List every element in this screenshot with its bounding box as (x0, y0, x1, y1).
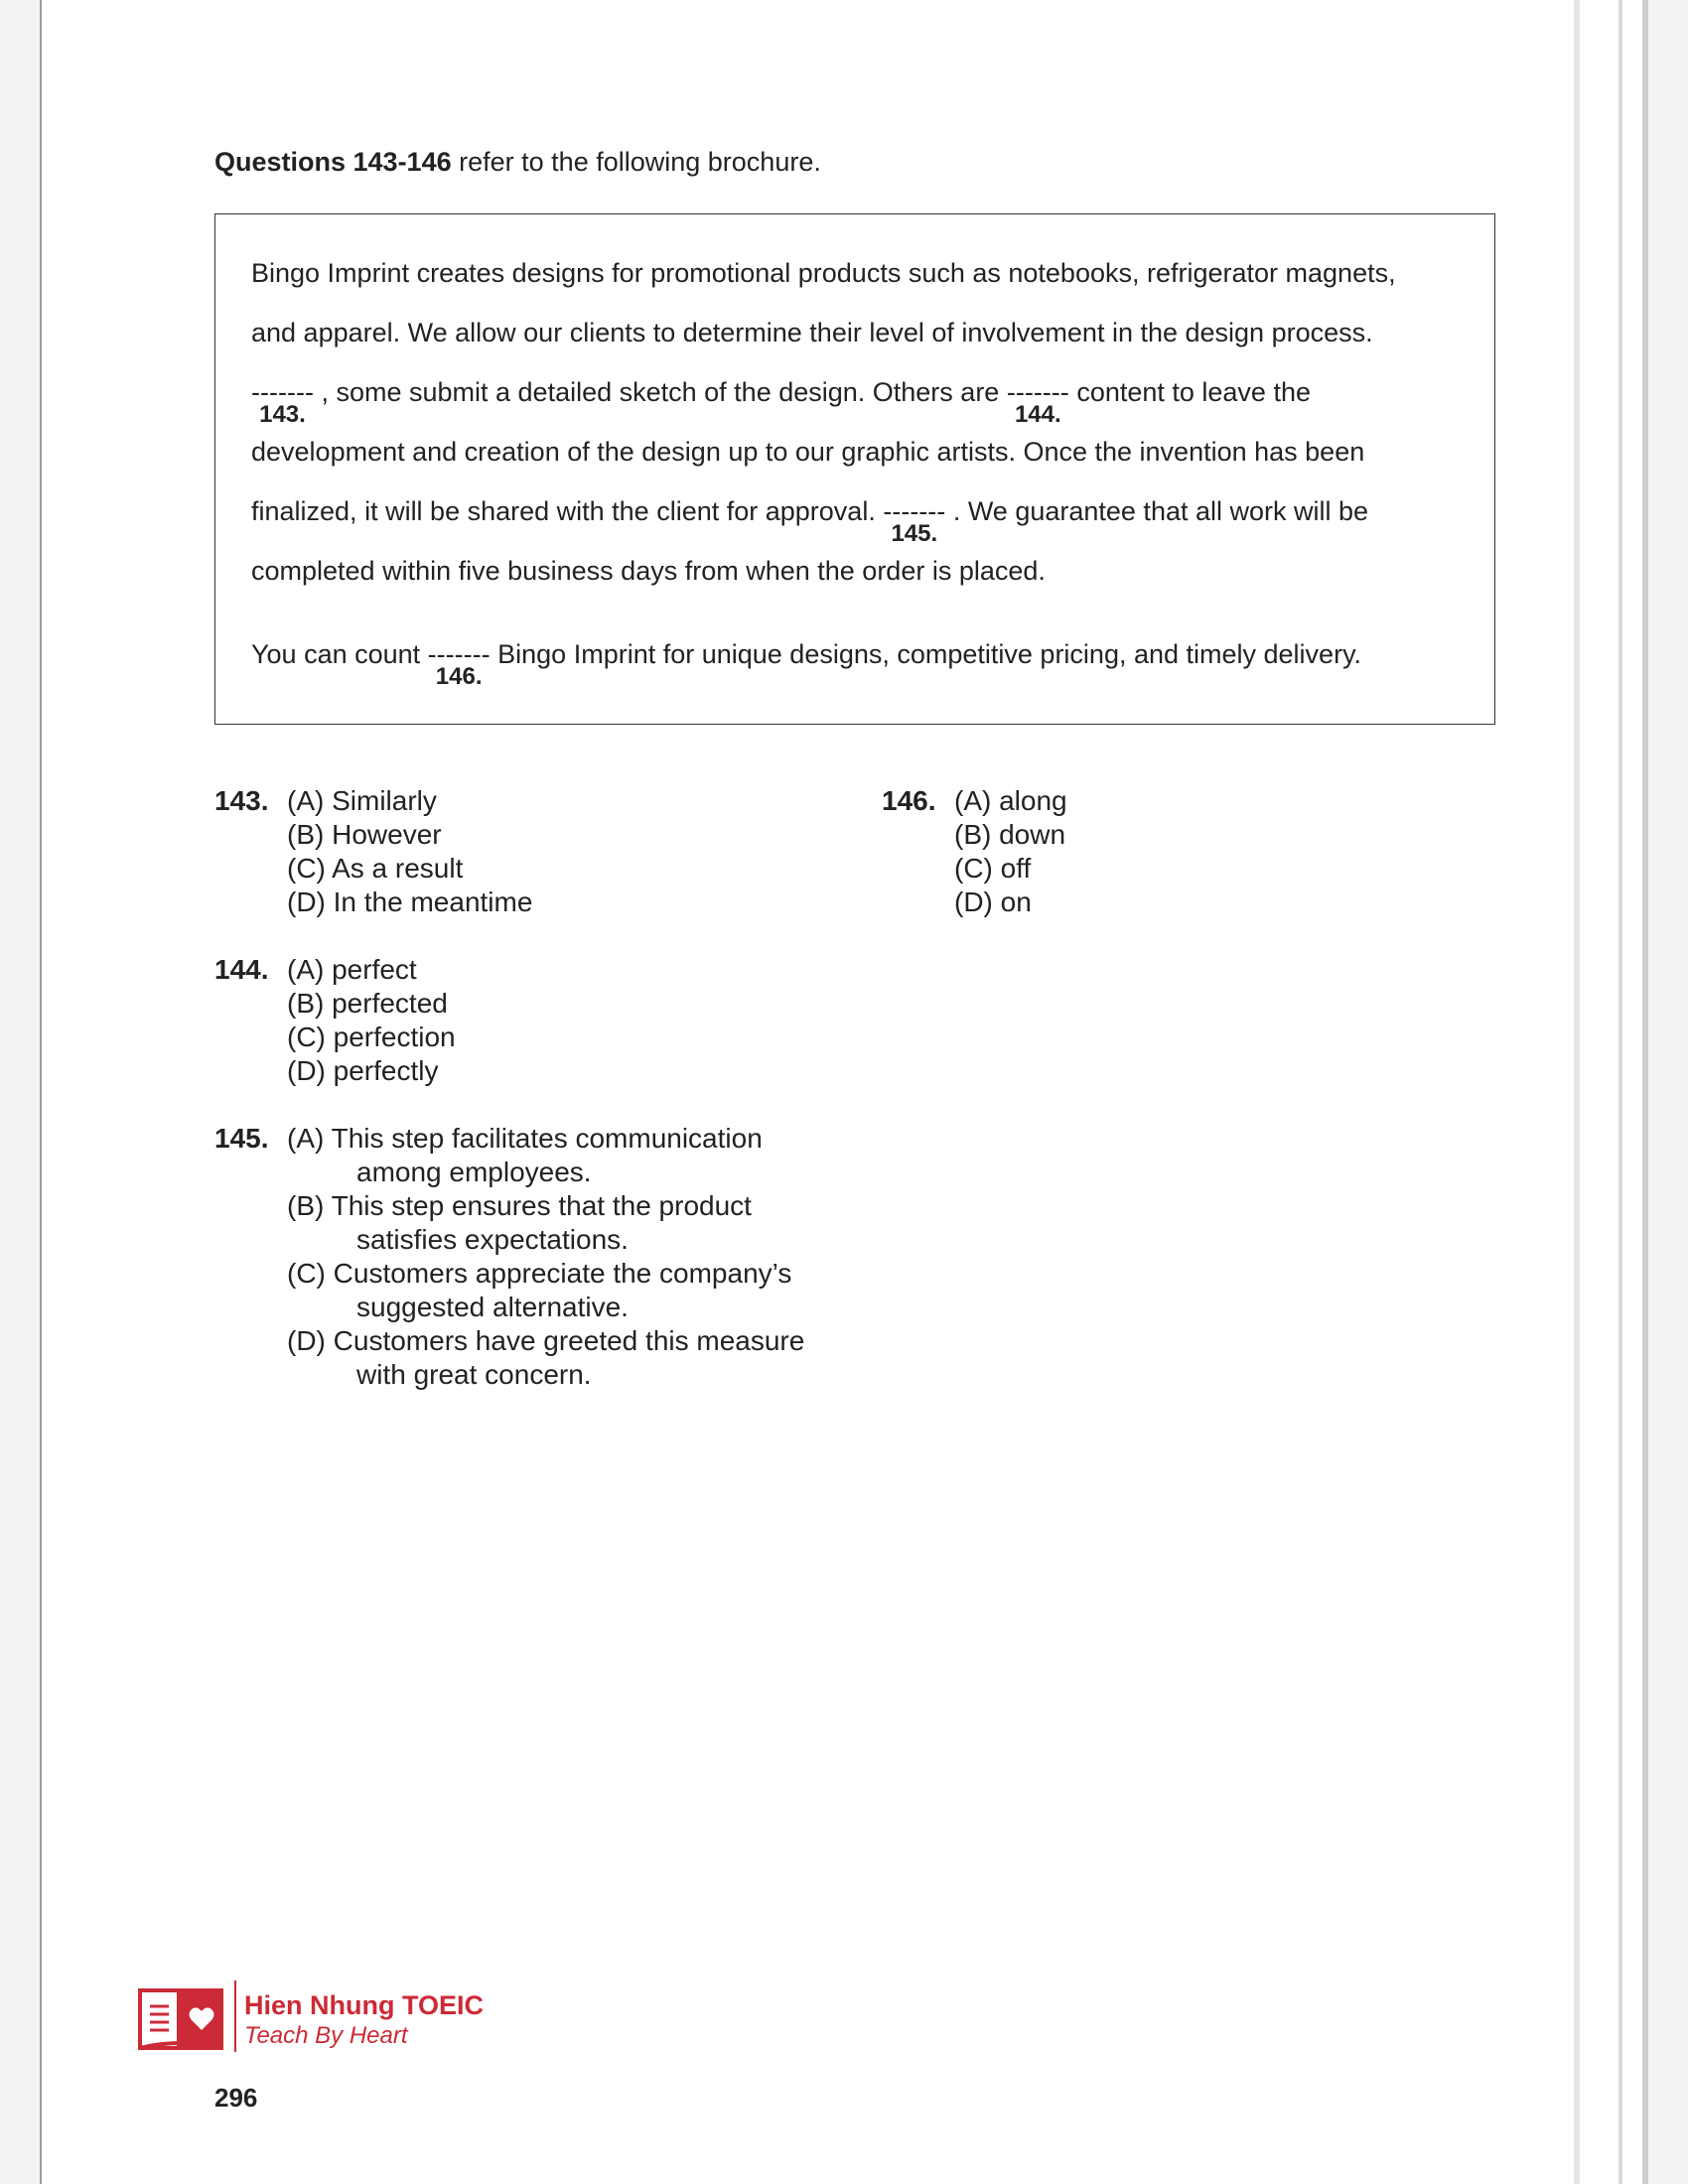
question-number: 145. (214, 1123, 269, 1154)
answer-option-b[interactable]: (B) down (954, 819, 1066, 850)
answer-options (287, 1122, 804, 1392)
option-text: (D) Customers have greeted this measure (287, 1325, 805, 1356)
passage-line (251, 377, 1311, 428)
brochure-passage (214, 213, 1495, 725)
passage-line: completed within five business days from when the order is placed. (251, 556, 1046, 586)
passage-text: content to leave the (1076, 377, 1311, 407)
questions-intro (214, 147, 821, 178)
page-edge (1642, 0, 1648, 2184)
questions-range: Questions 143-146 (214, 147, 452, 177)
passage-text: finalized, it will be shared with the client for approval. (251, 496, 876, 526)
passage-text: . We guarantee that all work will be (952, 496, 1369, 526)
passage-line (251, 496, 1369, 547)
passage-line (251, 639, 1362, 690)
answer-option-c[interactable]: (C) As a result (287, 853, 464, 884)
answer-option-d[interactable]: (D) perfectly (287, 1055, 439, 1086)
answer-option-b[interactable] (287, 1189, 804, 1257)
passage-text: , some submit a detailed sketch of the design. Others are (321, 377, 1000, 407)
blank-number: 144. (1014, 401, 1061, 428)
passage-line: Bingo Imprint creates designs for promotional products such as notebooks, refrigerator magnets, (251, 258, 1396, 288)
passage-line: development and creation of the design up to our graphic artists. Once the invention has been (251, 437, 1365, 467)
answer-option-a[interactable] (287, 1122, 804, 1189)
option-text: (B) This step ensures that the product (287, 1190, 752, 1221)
answer-option-b[interactable]: (B) However (287, 819, 442, 850)
answer-option-d[interactable] (287, 1324, 804, 1392)
passage-line: and apparel. We allow our clients to determine their level of involvement in the design process. (251, 318, 1373, 347)
answer-option-c[interactable]: (C) perfection (287, 1022, 456, 1052)
answer-options (954, 784, 1067, 919)
brand-name: Hien Nhung TOEIC (244, 1990, 484, 2020)
blank-145: ------- 145. (883, 496, 946, 547)
option-text: (A) This step facilitates communication (287, 1123, 763, 1154)
option-text-continued: with great concern. (356, 1359, 592, 1390)
answer-option-d[interactable]: (D) on (954, 887, 1032, 917)
option-text-continued: suggested alternative. (356, 1292, 629, 1322)
question-number: 146. (882, 785, 936, 816)
logo-divider (234, 1980, 236, 2052)
blank-146: ------- 146. (427, 639, 491, 690)
intro-text: refer to the following brochure. (459, 147, 821, 177)
brand-logo (137, 1980, 534, 2060)
answer-option-d[interactable]: (D) In the meantime (287, 887, 533, 917)
question-number: 143. (214, 785, 269, 816)
passage-text: Bingo Imprint for unique designs, competitive pricing, and timely delivery. (497, 639, 1362, 669)
blank-144: ------- 144. (1006, 377, 1069, 428)
answer-option-c[interactable]: (C) off (954, 853, 1032, 884)
page-edge (1618, 0, 1622, 2184)
blank-number: 146. (435, 663, 483, 690)
blank-143: ------- 143. (251, 377, 314, 428)
answer-option-b[interactable]: (B) perfected (287, 988, 448, 1019)
page-number: 296 (214, 2083, 258, 2113)
brand-tagline: Teach By Heart (244, 2022, 408, 2049)
option-text-continued: among employees. (356, 1157, 592, 1187)
blank-number: 145. (891, 520, 938, 547)
answer-option-c[interactable] (287, 1257, 804, 1324)
answer-option-a[interactable]: (A) Similarly (287, 785, 437, 816)
blank-number: 143. (259, 401, 306, 428)
option-text: (C) Customers appreciate the company’s (287, 1258, 792, 1289)
question-number: 144. (214, 954, 269, 985)
answer-option-a[interactable]: (A) perfect (287, 954, 417, 985)
book-heart-icon (137, 1984, 224, 2052)
passage-text: You can count (251, 639, 421, 669)
option-text-continued: satisfies expectations. (356, 1224, 629, 1255)
answer-options (287, 784, 532, 919)
answer-options (287, 953, 456, 1088)
answer-option-a[interactable]: (A) along (954, 785, 1067, 816)
page-edge (1574, 0, 1580, 2184)
